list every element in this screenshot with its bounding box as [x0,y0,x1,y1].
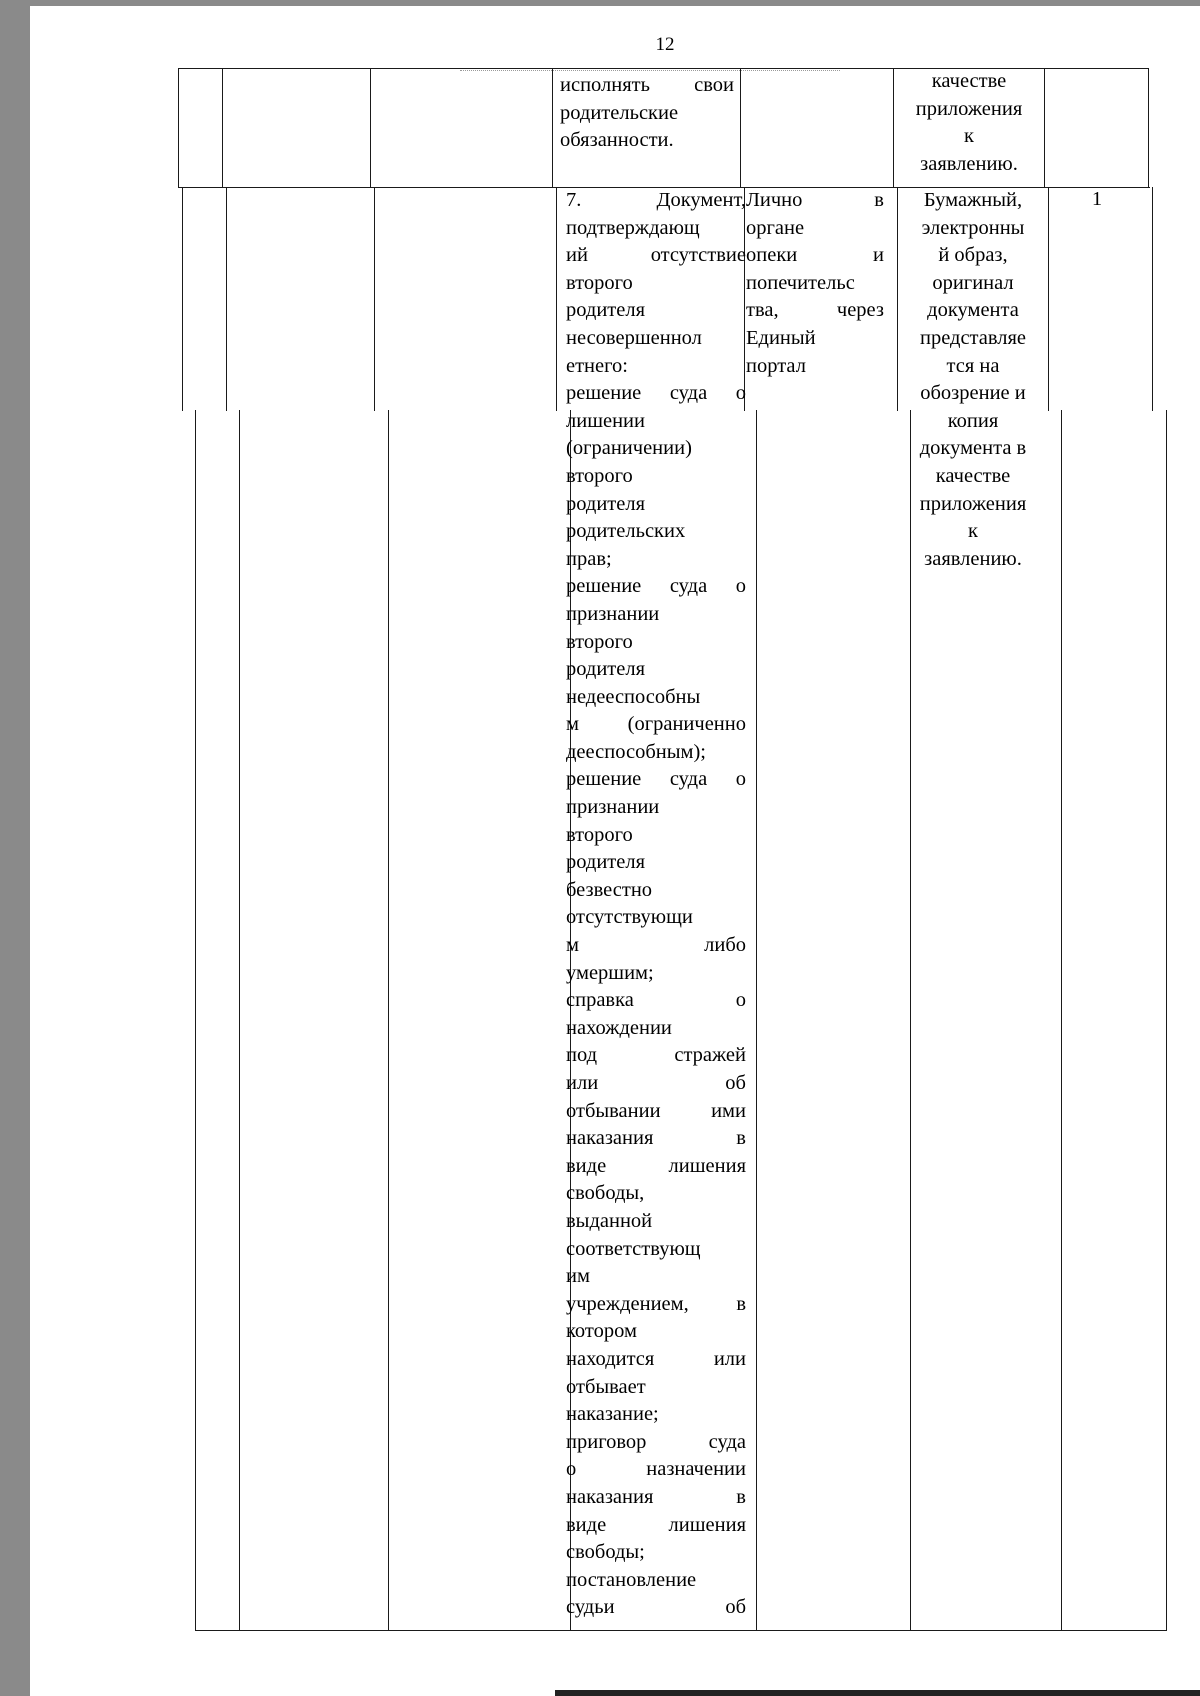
cell-text-line: второго [566,271,633,294]
row1-col-line [222,68,223,188]
cell-text-line: родительских [566,520,686,543]
row1-col-line [178,68,179,188]
page-number: 12 [655,34,675,55]
row2-bottom-border [195,1630,1167,1631]
cell-text-line: нахождении [566,1016,672,1039]
cell-text-line: решение суда о [566,382,746,405]
row1-col-line [552,68,553,188]
row2-col-line [374,187,375,411]
cell-text-line: признании [566,602,660,625]
cell-text-line: представляе [919,326,1027,349]
row1-form-cell [896,68,1042,178]
cell-text-line: выданной [566,1209,653,1232]
row1-col-line [893,68,894,188]
cell-text-line: соответствующ [566,1237,701,1260]
cell-text-line: обязанности. [560,129,674,152]
row1-col-line [1148,68,1149,188]
cell-text-line: или об [566,1072,746,1094]
cell-text-line: заявлению. [920,152,1018,175]
cell-text-line: постановление [566,1568,697,1591]
cell-text-line: обозрение и [920,382,1026,405]
cell-text-line: второго [566,464,633,487]
cell-text-line: наказание; [566,1403,659,1426]
document-count: 1 [1091,188,1103,210]
row2-form-cell [900,187,1046,573]
cell-text-line: свободы; [566,1541,645,1564]
scan-bottom-edge [555,1690,1200,1696]
cell-text-line: признании [566,796,660,819]
cell-text-line: недееспособны [566,685,701,708]
cell-text-line: о назначении [566,1458,746,1481]
cell-text-line: качестве [935,464,1011,487]
cell-text-line: родителя [566,299,646,322]
cell-text-line: документа [927,299,1019,322]
cell-text-line: безвестно [566,878,653,901]
cell-text-line: копия [947,409,999,432]
cell-text-line: умершим; [566,961,654,984]
row2-col-line [756,410,757,1631]
cell-text-line: лишении [566,409,645,432]
cell-text-line: находится или [566,1347,746,1370]
cell-text-line: (ограничении) [566,437,692,460]
cell-text-line: тва, через [746,299,884,322]
row2-col-line [1152,187,1153,411]
row2-col-line [182,187,183,411]
cell-text-line: котором [566,1320,637,1343]
cell-text-line: Единый [746,326,816,349]
row1-col-line [740,68,741,188]
cell-text-line: опеки и [746,244,884,267]
cell-text-line: ий отсутствие [566,244,746,267]
row2-col-line [1048,187,1049,411]
row2-col-line [239,410,240,1631]
cell-text-line: приговор суда [566,1430,746,1453]
cell-text-line: прав; [566,547,612,570]
cell-text-line: к [968,520,978,543]
cell-text-line: наказания в [566,1127,746,1150]
cell-text-line: под стражей [566,1044,746,1067]
row1-col-line [1044,68,1045,188]
cell-text-line: приложения [919,492,1027,515]
cell-text-line: й образ, [938,244,1008,267]
cell-text-line: органе [746,216,805,239]
cell-text-line: второго [566,630,633,653]
cell-text-line: второго [566,823,633,846]
cell-text-line: решение суда о [566,575,746,598]
cell-text-line: Лично в [746,189,884,211]
row2-method-cell [746,187,884,380]
row2-document-cell [566,187,746,1622]
cell-text-line: к [964,125,974,148]
cell-text-line: родительские [560,101,679,124]
cell-text-line: 7. Документ, [566,189,746,211]
row2-count-cell [1052,186,1142,214]
cell-text-line: учреждением, в [566,1292,746,1315]
cell-text-line: документа в [919,437,1027,460]
row2-col-line [195,410,196,1631]
cell-text-line: решение суда о [566,768,746,791]
cell-text-line: свободы, [566,1182,645,1205]
row2-col-line [897,187,898,411]
cell-text-line: им [566,1265,590,1288]
cell-text-line: приложения [915,97,1023,120]
cell-text-line: Бумажный, [923,189,1023,211]
cell-text-line: справка о [566,989,746,1012]
cell-text-line: подтверждающ [566,216,700,239]
cell-text-line: родителя [566,658,646,681]
row2-col-line [556,187,557,411]
cell-text-line: виде лишения [566,1154,746,1177]
cell-text-line: родителя [566,492,646,515]
row1-document-cell [560,72,734,155]
cell-text-line: м (ограниченно [566,713,746,736]
cell-text-line: судьи об [566,1596,746,1619]
row2-col-line [388,410,389,1631]
cell-text-line: исполнять свои [560,74,734,96]
row2-col-line [1061,410,1062,1631]
cell-text-line: портал [746,354,806,377]
row2-col-line [910,410,911,1631]
cell-text-line: отбывает [566,1375,646,1398]
row2-col-line [1166,410,1167,1631]
row1-col-line [370,68,371,188]
cell-text-line: етнего: [566,354,628,377]
cell-text-line: дееспособным); [566,740,706,763]
cell-text-line: отбывании ими [566,1099,746,1122]
cell-text-line: электронны [921,216,1025,239]
cell-text-line: отсутствующи [566,906,693,929]
cell-text-line: наказания в [566,1485,746,1508]
cell-text-line: заявлению. [924,547,1022,570]
cell-text-line: родителя [566,851,646,874]
row2-col-line [226,187,227,411]
cell-text-line: попечительс [746,271,855,294]
cell-text-line: качестве [931,70,1007,92]
cell-text-line: оригинал [932,271,1014,294]
cell-text-line: тся на [946,354,1000,377]
cell-text-line: м либо [566,934,746,957]
cell-text-line: несовершеннол [566,326,702,349]
cell-text-line: виде лишения [566,1513,746,1536]
